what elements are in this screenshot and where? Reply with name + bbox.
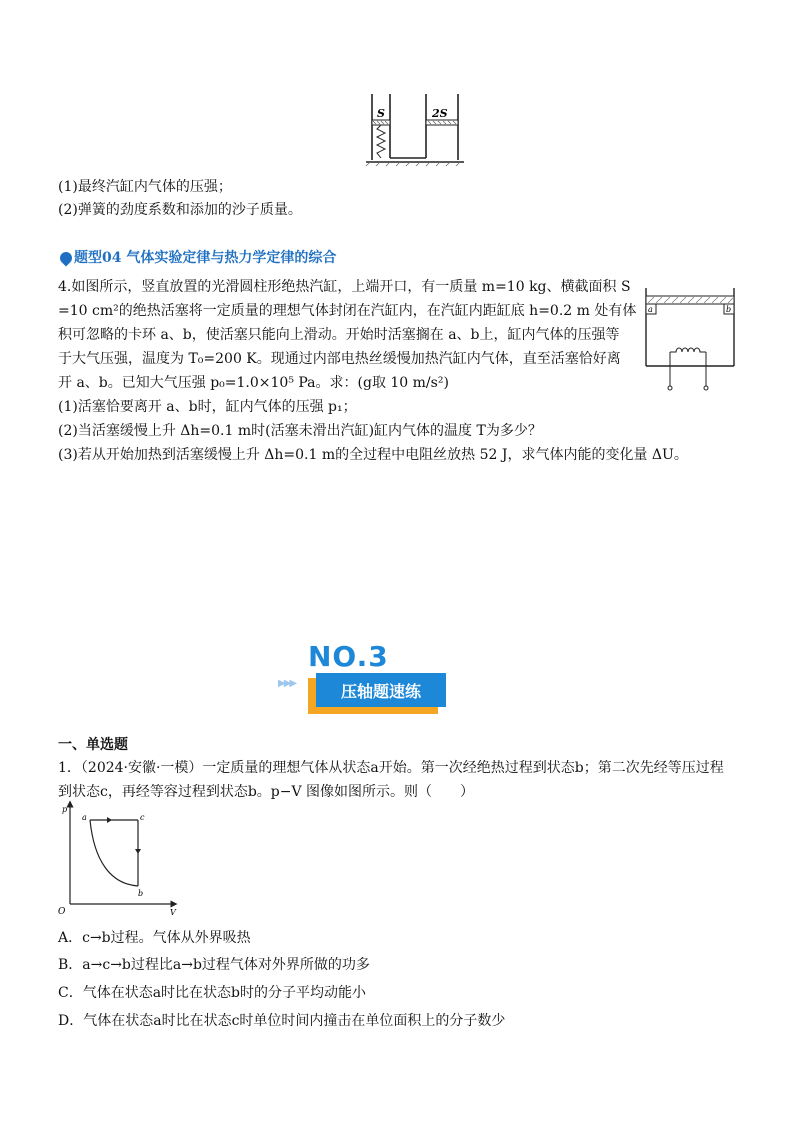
origin-label: O <box>58 907 66 917</box>
arrow-down-icon <box>135 849 141 854</box>
location-marker-icon <box>58 250 75 267</box>
q4-line-2: =10 cm²的绝热活塞将一定质量的理想气体封闭在汽缸内，在汽缸内距缸底 h=0.2 m 处有体 <box>58 303 637 319</box>
point-a-label: a <box>82 813 87 822</box>
option-a[interactable]: A．c→b过程。气体从外界吸热 <box>58 930 251 946</box>
v-axis-label: V <box>170 908 176 917</box>
label-2s: 2S <box>432 107 448 120</box>
point-c-label: c <box>140 813 145 822</box>
q4-part-3: (3)若从开始加热到活塞缓慢上升 Δh=0.1 m的全过程中电阻丝放热 52 J，求气体内能的变化量 ΔU。 <box>58 447 688 463</box>
q4-line-4: 于大气压强，温度为 T₀=200 K。现通过内部电热丝缓慢加热汽缸内气体，直至活塞恰好离 <box>58 351 621 367</box>
arrow-dots-icon: ▶▶▶ <box>278 678 296 689</box>
q4-part-1: (1)活塞恰要离开 a、b时，缸内气体的压强 p₁； <box>58 399 357 415</box>
mc1-stem-line-1: 1．（2024·安徽·一模）一定质量的理想气体从状态a开始。第一次经绝热过程到状态b；第二次先经等压过程 <box>58 760 724 776</box>
ring-b-label: b <box>726 305 732 314</box>
heating-coil-icon <box>670 348 706 352</box>
point-b-label: b <box>138 889 144 898</box>
q4-line-1: 4.如图所示，竖直放置的光滑圆柱形绝热汽缸，上端开口，有一质量 m=10 kg、横截面积 S <box>58 279 631 295</box>
banner-number: NO.3 <box>308 640 389 673</box>
mc1-stem-line-2: 到状态c，再经等容过程到状态b。p−V 图像如图所示。则（ ） <box>58 784 475 800</box>
q3-part-2: (2)弹簧的劲度系数和添加的沙子质量。 <box>58 202 302 218</box>
p-axis-label: p <box>62 805 68 814</box>
option-b[interactable]: B．a→c→b过程比a→b过程气体对外界所做的功多 <box>58 957 370 973</box>
q4-part-2: (2)当活塞缓慢上升 Δh=0.1 m时(活塞未滑出汽缸)缸内气体的温度 T为多少？ <box>58 423 542 439</box>
arrow-right-icon <box>107 817 112 823</box>
option-d[interactable]: D．气体在状态a时比在状态c时单位时间内撞击在单位面积上的分子数少 <box>58 1013 506 1029</box>
ring-a-label: a <box>648 305 653 314</box>
q4-line-5: 开 a、b。已知大气压强 p₀=1.0×10⁵ Pa。求：(g取 10 m/s²) <box>58 375 449 391</box>
q3-part-1: (1)最终汽缸内气体的压强； <box>58 179 232 195</box>
banner-title: 压轴题速练 <box>316 673 446 707</box>
label-s: S <box>377 107 385 120</box>
single-choice-title: 一、单选题 <box>58 737 128 753</box>
pv-graph <box>56 800 186 920</box>
no3-banner <box>278 640 458 720</box>
a-to-b-curve <box>90 820 138 886</box>
section-04-heading: 题型04 气体实验定律与热力学定律的综合 <box>74 250 337 266</box>
q4-line-3: 积可忽略的卡环 a、b，使活塞只能向上滑动。开始时活塞搁在 a、b上，缸内气体的压强等 <box>58 327 620 343</box>
cylinder-heater-figure <box>640 286 740 398</box>
option-c[interactable]: C．气体在状态a时比在状态b时的分子平均动能小 <box>58 985 367 1001</box>
cylinders-figure <box>360 92 470 168</box>
